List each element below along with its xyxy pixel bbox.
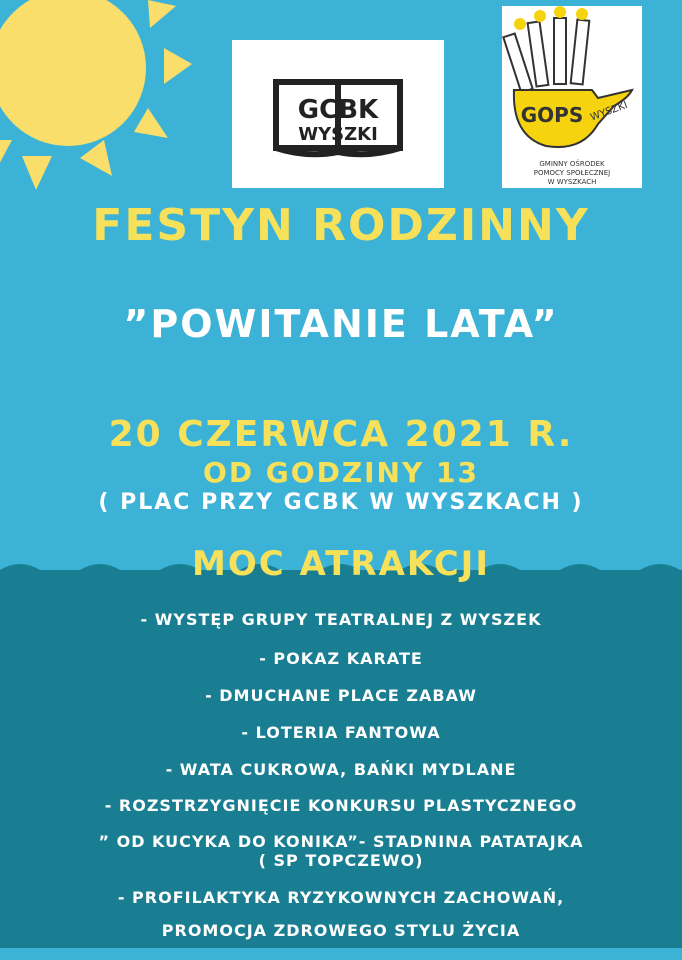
book-icon xyxy=(232,40,444,188)
poster-title: FESTYN RODZINNY xyxy=(92,200,590,251)
attraction-item: ( SP TOPCZEWO) xyxy=(258,851,424,870)
hand-icon xyxy=(502,6,642,188)
attraction-item: - ROZSTRZYGNIĘCIE KONKURSU PLASTYCZNEGO xyxy=(104,796,578,815)
attraction-item: - WATA CUKROWA, BAŃKI MYDLANE xyxy=(165,760,517,779)
attraction-item: - DMUCHANE PLACE ZABAW xyxy=(205,686,477,705)
attraction-item: PROMOCJA ZDROWEGO STYLU ŻYCIA xyxy=(161,921,521,940)
gops-logo xyxy=(502,6,642,188)
sun-icon xyxy=(0,0,200,200)
gcbk-logo xyxy=(232,40,444,188)
svg-text:POMOCY SPOŁECZNEJ: POMOCY SPOŁECZNEJ xyxy=(533,169,611,177)
attraction-item: - LOTERIA FANTOWA xyxy=(241,723,441,742)
svg-text:GCBK: GCBK xyxy=(297,95,379,125)
svg-text:GMINNY OŚRODEK: GMINNY OŚRODEK xyxy=(539,160,605,168)
attraction-item: - WYSTĘP GRUPY TEATRALNEJ Z WYSZEK xyxy=(140,610,542,629)
attraction-item: ” OD KUCYKA DO KONIKA”- STADNINA PATATAJKA xyxy=(98,832,584,851)
svg-text:W WYSZKACH: W WYSZKACH xyxy=(547,178,597,186)
svg-text:GOPS: GOPS xyxy=(520,103,584,127)
attractions-heading: MOC ATRAKCJI xyxy=(192,544,490,584)
attraction-item: - PROFILAKTYKA RYZYKOWNYCH ZACHOWAŃ, xyxy=(117,888,565,907)
poster-subtitle: ”POWITANIE LATA” xyxy=(123,302,559,346)
svg-text:WYSZKI: WYSZKI xyxy=(589,99,630,124)
wave-bottom-decoration xyxy=(0,942,682,960)
event-date: 20 CZERWCA 2021 R. xyxy=(108,414,574,455)
event-time: OD GODZINY 13 xyxy=(203,456,479,489)
attraction-item: - POKAZ KARATE xyxy=(259,649,423,668)
event-place: ( PLAC PRZY GCBK W WYSZKACH ) xyxy=(98,490,584,515)
svg-text:WYSZKI: WYSZKI xyxy=(298,124,378,145)
